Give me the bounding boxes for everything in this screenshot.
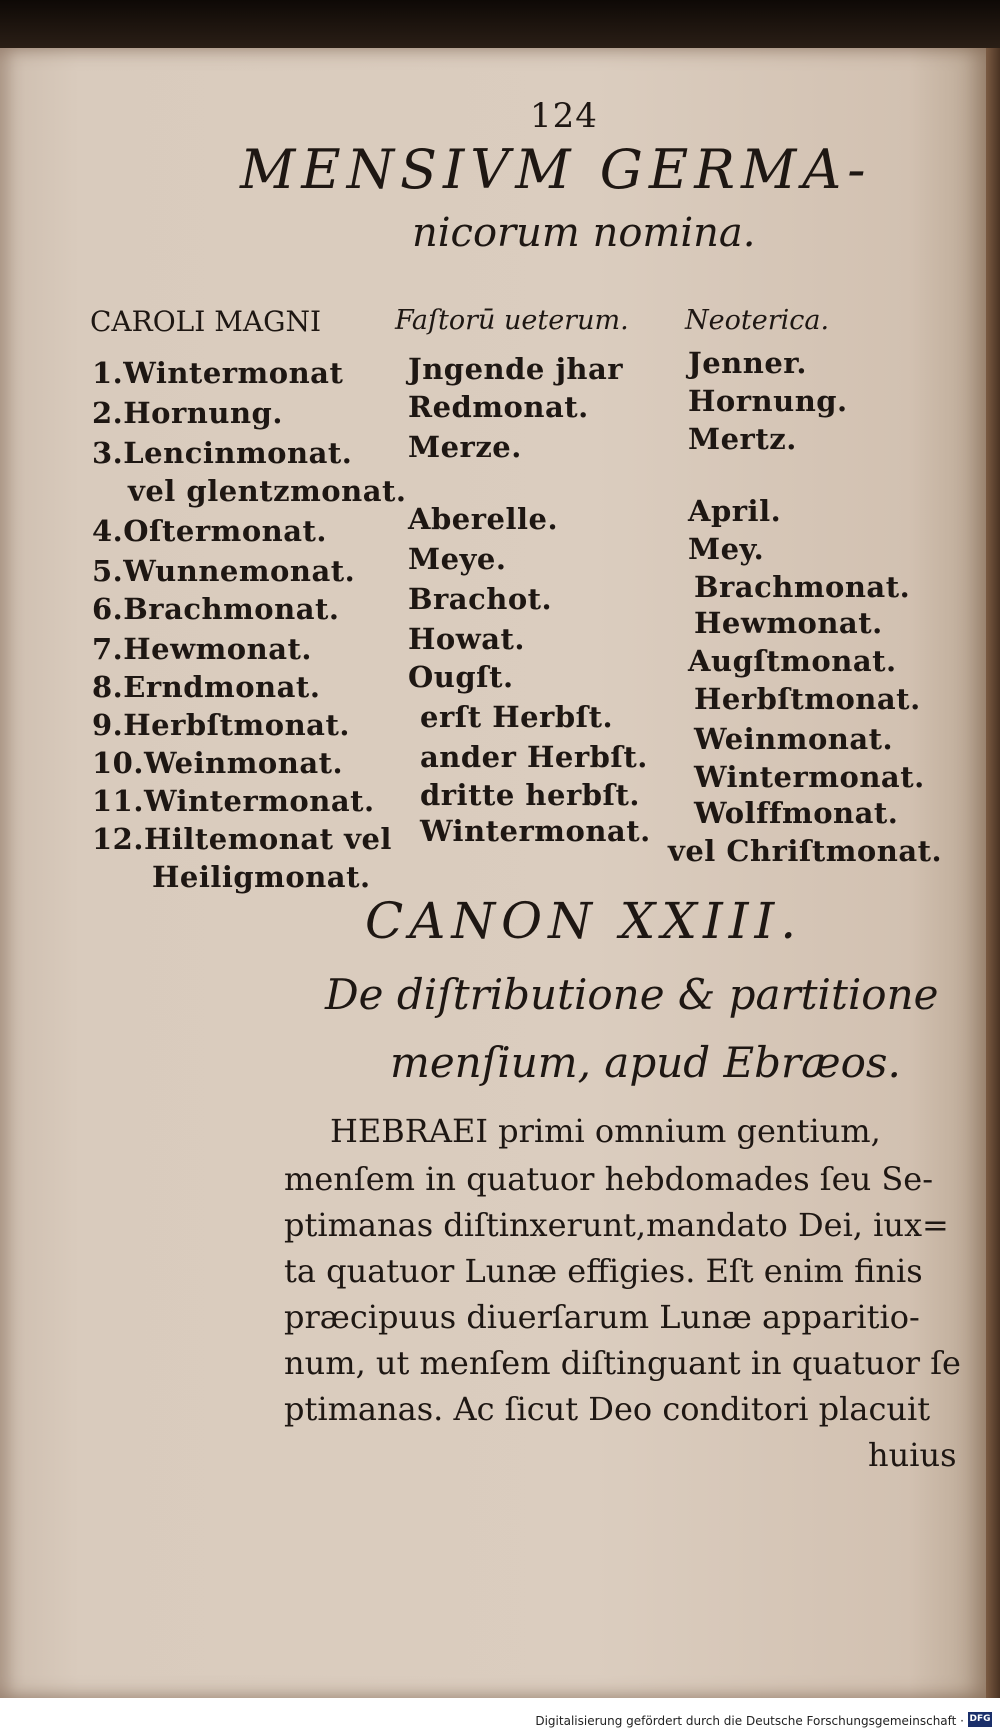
title-line-1: MENSIVM GERMA- bbox=[240, 138, 872, 201]
month-modern-6: Brachmonat. bbox=[694, 570, 911, 604]
canon-subtitle-line-2: menſium, apud Ebræos. bbox=[390, 1038, 901, 1087]
month-caroli-12-variant: Heiligmonat. bbox=[152, 860, 371, 894]
book-page bbox=[0, 48, 992, 1698]
month-caroli-6: 6.Brachmonat. bbox=[92, 592, 340, 626]
month-modern-11: Wintermonat. bbox=[694, 760, 925, 794]
month-fasti-6: Brachot. bbox=[408, 582, 553, 616]
month-fasti-10: ander Herbſt. bbox=[420, 740, 648, 774]
month-fasti-1: Jngende jhar bbox=[408, 352, 624, 386]
month-modern-1: Jenner. bbox=[688, 346, 808, 380]
month-caroli-12: 12.Hiltemonat vel bbox=[92, 822, 392, 856]
month-caroli-3-variant: vel glentzmonat. bbox=[128, 474, 407, 508]
month-modern-5: Mey. bbox=[688, 532, 765, 566]
scan-top-border bbox=[0, 0, 1000, 50]
month-fasti-4: Aberelle. bbox=[408, 502, 559, 536]
month-fasti-5: Meye. bbox=[408, 542, 507, 576]
digitization-credit: Digitalisierung gefördert durch die Deutsche Forschungsgemeinschaft · bbox=[535, 1714, 964, 1728]
month-modern-9: Herbſtmonat. bbox=[694, 682, 921, 716]
month-modern-10: Weinmonat. bbox=[694, 722, 894, 756]
body-line-4: ta quatuor Lunæ effigies. Eſt enim finis bbox=[284, 1252, 923, 1290]
body-line-6: num, ut menſem diſtinguant in quatuor ſe bbox=[284, 1344, 961, 1382]
column-header-fastorum: Faſtorū ueterum. bbox=[395, 305, 629, 336]
month-modern-2: Hornung. bbox=[688, 384, 848, 418]
month-modern-7: Hewmonat. bbox=[694, 606, 883, 640]
month-caroli-4: 4.Oſtermonat. bbox=[92, 514, 328, 548]
body-line-2: menſem in quatuor hebdomades ſeu Se- bbox=[284, 1160, 934, 1198]
month-fasti-2: Redmonat. bbox=[408, 390, 589, 424]
body-line-3: ptimanas diſtinxerunt,mandato Dei, iux= bbox=[284, 1206, 949, 1244]
body-line-1: HEBRAEI primi omnium gentium, bbox=[330, 1112, 881, 1150]
month-fasti-8: Ougſt. bbox=[408, 660, 514, 694]
month-caroli-3: 3.Lencinmonat. bbox=[92, 436, 353, 470]
month-fasti-9: erſt Herbſt. bbox=[420, 700, 614, 734]
month-caroli-11: 11.Wintermonat. bbox=[92, 784, 375, 818]
body-line-5: præcipuus diuerſarum Lunæ apparitio- bbox=[284, 1298, 920, 1336]
column-header-neoterica: Neoterica. bbox=[685, 305, 830, 336]
month-caroli-9: 9.Herbſtmonat. bbox=[92, 708, 350, 742]
body-catchword: huius bbox=[868, 1436, 957, 1474]
month-caroli-2: 2.Hornung. bbox=[92, 396, 283, 430]
canon-title: CANON XXIII. bbox=[365, 892, 803, 950]
column-header-caroli: CAROLI MAGNI bbox=[90, 305, 322, 338]
canon-subtitle-line-1: De diſtributione & partitione bbox=[325, 970, 939, 1019]
month-modern-8: Augſtmonat. bbox=[688, 644, 897, 678]
page-number: 124 bbox=[530, 96, 598, 136]
month-caroli-10: 10.Weinmonat. bbox=[92, 746, 344, 780]
month-caroli-5: 5.Wunnemonat. bbox=[92, 554, 356, 588]
month-caroli-8: 8.Erndmonat. bbox=[92, 670, 321, 704]
month-modern-12-variant: vel Chriſtmonat. bbox=[668, 834, 943, 868]
title-line-2: nicorum nomina. bbox=[412, 210, 756, 256]
month-modern-4: April. bbox=[688, 494, 782, 528]
month-caroli-1: 1.Wintermonat bbox=[92, 356, 344, 390]
month-modern-3: Mertz. bbox=[688, 422, 797, 456]
month-caroli-7: 7.Hewmonat. bbox=[92, 632, 312, 666]
month-fasti-12: Wintermonat. bbox=[420, 814, 651, 848]
month-fasti-7: Howat. bbox=[408, 622, 525, 656]
month-modern-12: Wolffmonat. bbox=[694, 796, 899, 830]
month-fasti-3: Merze. bbox=[408, 430, 522, 464]
dfg-logo: DFG bbox=[968, 1712, 992, 1727]
page-gutter-edge bbox=[986, 48, 1000, 1698]
body-line-7: ptimanas. Ac ſicut Deo conditori placuit bbox=[284, 1390, 931, 1428]
month-fasti-11: dritte herbſt. bbox=[420, 778, 640, 812]
